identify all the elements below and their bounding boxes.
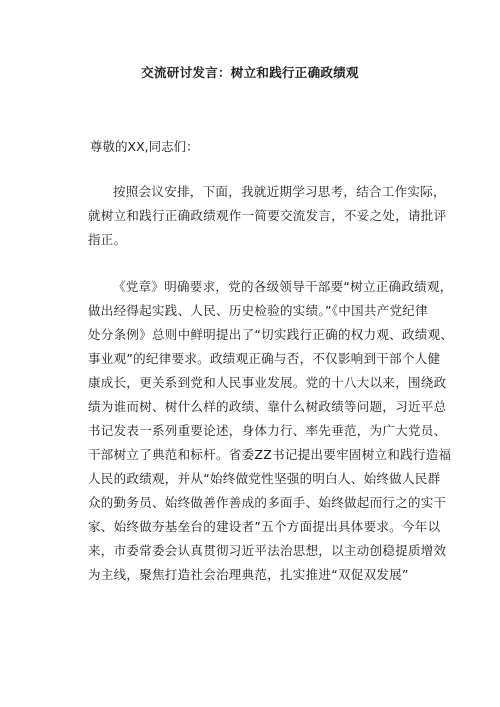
paragraph-line: 为主线，聚焦打造社会治理典范，扎实推进“双促双发展” xyxy=(88,567,409,582)
salutation: 尊敬的XX,同志们： xyxy=(90,139,199,154)
paragraph-2 xyxy=(88,275,454,587)
paragraph-line: 指正。 xyxy=(88,232,127,247)
paragraph-line: 干部树立了典范和标杆。省委ZZ书记提出要牢固树立和践行造福 xyxy=(88,447,452,462)
paragraph-line: 处分条例》总则中鲜明提出了“切实践行正确的权力观、政绩观、 xyxy=(88,327,454,342)
paragraph-line: 人民的政绩观，并从“始终做党性坚强的明白人、始终做人民群 xyxy=(88,471,441,486)
paragraph-line: 康成长，更关系到党和人民事业发展。党的十八大以来，围绕政 xyxy=(88,375,447,390)
paragraph-line: 绩为谁而树、树什么样的政绩、靠什么树政绩等问题，习近平总 xyxy=(88,399,447,414)
paragraph-line: 来，市委常委会认真贯彻习近平法治思想，以主动创稳提质增效 xyxy=(88,543,447,558)
paragraph-line: 事业观”的纪律要求。政绩观正确与否，不仅影响到干部个人健 xyxy=(88,351,441,366)
paragraph-line: 众的勤务员、始终做善作善成的多面手、始终做起而行之的实干 xyxy=(88,495,447,510)
paragraph-line: 按照会议安排，下面，我就近期学习思考，结合工作实际， xyxy=(113,184,446,199)
paragraph-line: 就树立和践行正确政绩观作一简要交流发言，不妥之处，请批评 xyxy=(88,208,447,223)
paragraph-1 xyxy=(88,180,447,252)
paragraph-line: 家、始终做夯基垒台的建设者”五个方面提出具体要求。今年以 xyxy=(88,519,441,534)
paragraph-line: 书记发表一系列重要论述，身体力行、率先垂范，为广大党员、 xyxy=(88,423,447,438)
paragraph-line: 《党章》明确要求，党的各级领导干部要“树立正确政绩观， xyxy=(113,279,453,294)
document-title: 交流研讨发言：树立和践行正确政绩观 xyxy=(141,65,359,80)
paragraph-line: 做出经得起实践、人民、历史检验的实绩。”《中国共产党纪律 xyxy=(88,303,428,318)
